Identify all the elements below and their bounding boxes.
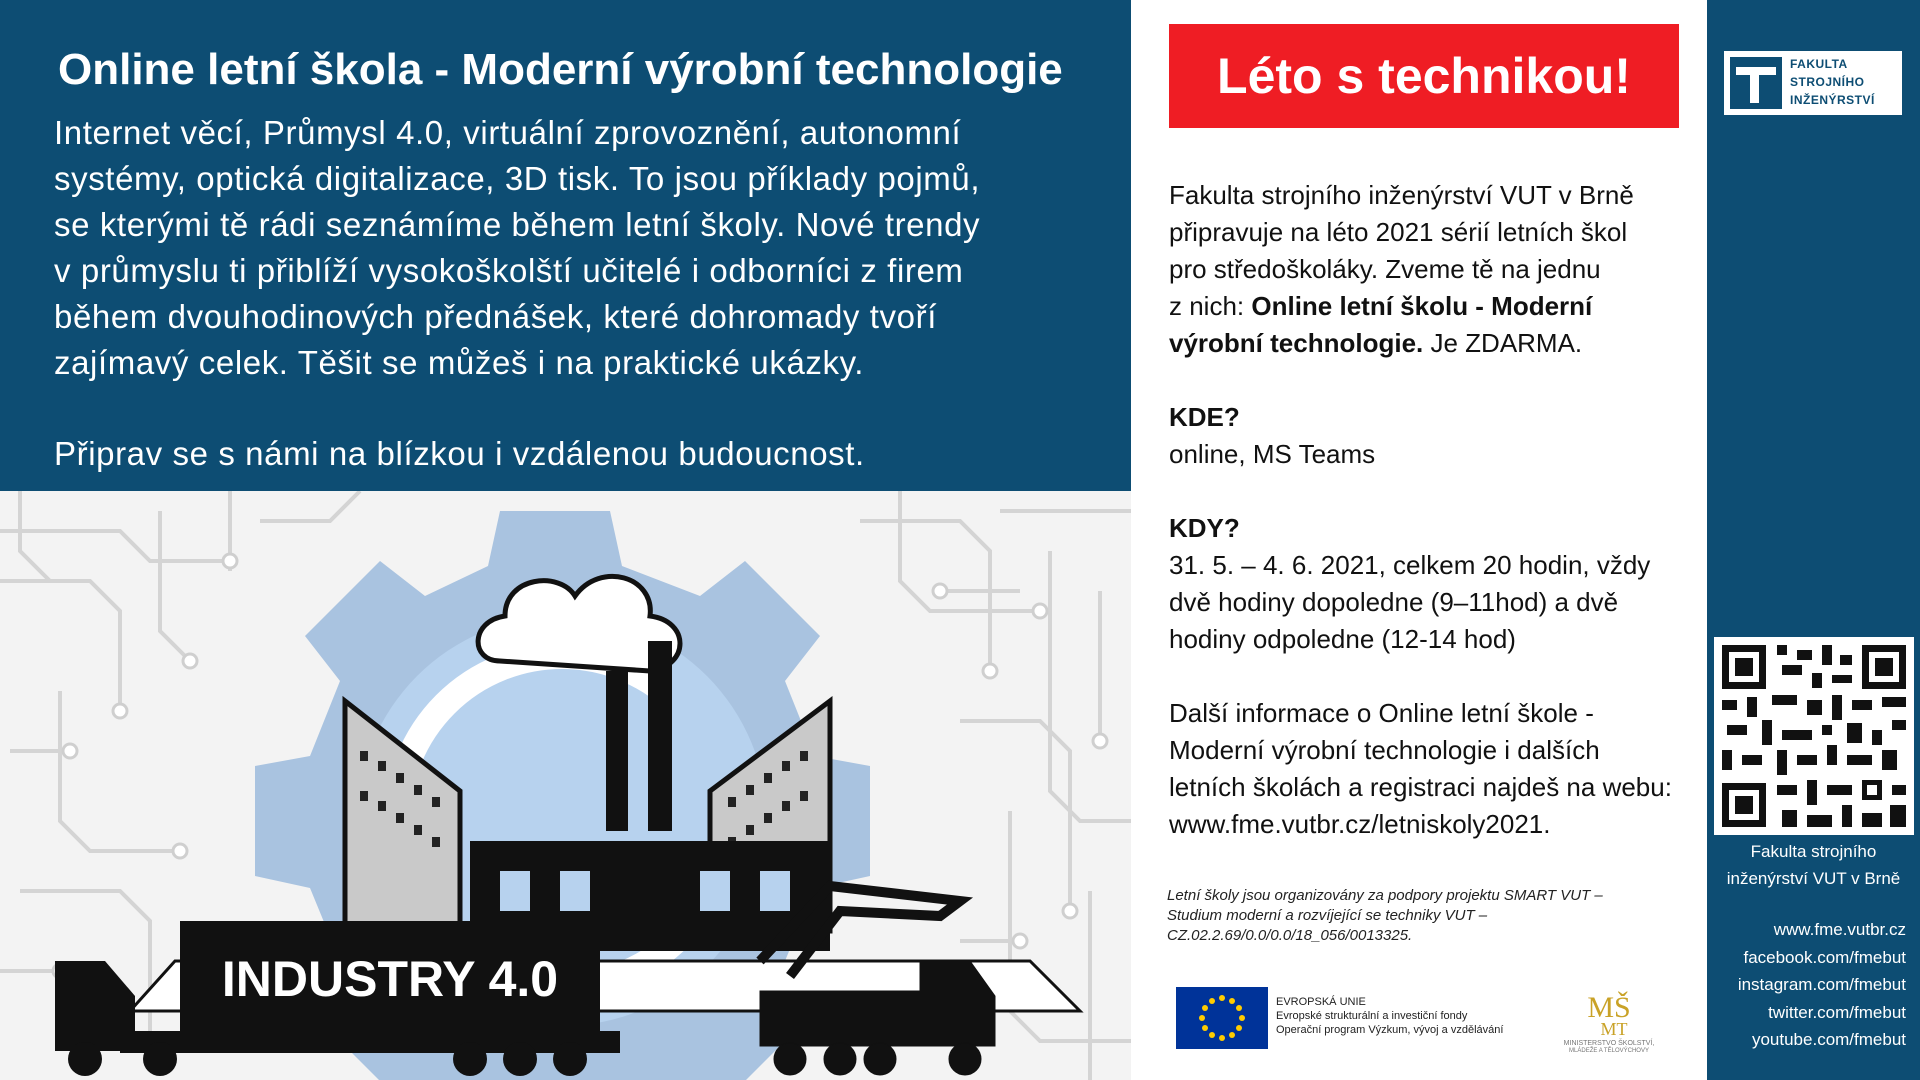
industry-illustration (0, 491, 1131, 1080)
summer-banner: Léto s technikou! (1169, 24, 1679, 128)
invitation-line: z nich: (1169, 291, 1252, 321)
intro-panel (0, 0, 1131, 491)
msmt-logo (1554, 983, 1664, 1053)
instagram-link[interactable]: instagram.com/fmebut (1737, 975, 1906, 994)
logo-line: FAKULTA (1790, 57, 1848, 71)
msmt-line: MINISTERSTVO ŠKOLSTVÍ, (1563, 1040, 1655, 1047)
faculty-logo (1724, 51, 1902, 115)
where-heading: KDE? (1169, 402, 1240, 432)
qr-code-icon (1722, 645, 1906, 827)
when-line: 31. 5. – 4. 6. 2021, celkem 20 hodin, vždy (1169, 550, 1651, 580)
qr-code[interactable] (1714, 637, 1914, 835)
social-links (1706, 916, 1906, 1054)
eu-line: EVROPSKÁ UNIE (1276, 996, 1366, 1008)
intro-paragraph (54, 110, 1054, 386)
msmt-line: MLÁDEŽE A TĚLOVÝCHOVY (1569, 1048, 1649, 1053)
svg-text:MŠ: MŠ (1587, 991, 1631, 1024)
school-name-bold: Online letní školu - Moderní (1251, 291, 1593, 321)
closing-line: Připrav se s námi na blízkou i vzdálenou budoucnost. (54, 435, 865, 472)
free-note: Je ZDARMA. (1423, 328, 1583, 358)
eu-line: Operační program Výzkum, vývoj a vzdělávání (1276, 1024, 1504, 1036)
youtube-link[interactable]: youtube.com/fmebut (1751, 1030, 1906, 1049)
intro-line: Internet věcí, Průmysl 4.0, virtuální zprovoznění, autonomní (54, 114, 962, 151)
eu-flag-logo (1176, 987, 1268, 1049)
intro-line: systémy, optická digitalizace, 3D tisk. To jsou příklady pojmů, (54, 160, 981, 197)
intro-line: zajímavý celek. Těšit se můžeš i na praktické ukázky. (54, 344, 865, 381)
footnote-line: Letní školy jsou organizovány za podpory projektu SMART VUT – (1167, 887, 1603, 904)
invitation-line: Fakulta strojního inženýrství VUT v Brně (1169, 180, 1634, 210)
registration-link[interactable]: www.fme.vutbr.cz/letniskoly2021. (1169, 809, 1551, 839)
when-line: hodiny odpoledne (12-14 hod) (1169, 624, 1516, 654)
logo-line: INŽENÝRSTVÍ (1790, 93, 1875, 107)
invitation-line: připravuje na léto 2021 sérií letních škol (1169, 217, 1628, 247)
intro-line: v průmyslu ti přiblíží vysokoškolští učitelé i odborníci z firem (54, 252, 964, 289)
where-value: online, MS Teams (1169, 439, 1376, 469)
more-info-line: Moderní výrobní technologie i dalších (1169, 735, 1600, 765)
when-heading: KDY? (1169, 513, 1240, 543)
industry-4-graphic (0, 491, 1131, 1080)
faculty-name-line: inženýrství VUT v Brně (1726, 869, 1901, 888)
event-info (1169, 177, 1699, 843)
contact-strip (1707, 0, 1920, 1080)
faculty-name (1707, 838, 1920, 892)
intro-text (54, 110, 1054, 477)
more-info-line: letních školách a registraci najdeš na webu: (1169, 772, 1672, 802)
when-section (1169, 510, 1699, 658)
when-line: dvě hodiny dopoledne (9–11hod) a dvě (1169, 587, 1619, 617)
more-info-paragraph (1169, 695, 1699, 843)
website-link[interactable]: www.fme.vutbr.cz (1773, 920, 1906, 939)
eu-line: Evropské strukturální a investiční fondy (1276, 1010, 1468, 1022)
invitation-line: pro středoškoláky. Zveme tě na jednu (1169, 254, 1601, 284)
sponsor-logos (1176, 983, 1676, 1053)
twitter-link[interactable]: twitter.com/fmebut (1768, 1002, 1906, 1022)
invitation-paragraph (1169, 177, 1699, 362)
footnote-line: CZ.02.2.69/0.0/0.0/18_056/0013325. (1167, 927, 1413, 944)
facebook-link[interactable]: facebook.com/fmebut (1743, 947, 1906, 967)
school-name-bold: výrobní technologie. (1169, 328, 1424, 358)
faculty-name-line: Fakulta strojního (1750, 842, 1877, 861)
faculty-logo-text (1790, 55, 1900, 109)
footnote-line: Studium moderní a rozvíjející se techniky VUT – (1167, 907, 1488, 924)
logo-line: STROJNÍHO (1790, 75, 1865, 89)
truck-label: INDUSTRY 4.0 (221, 951, 559, 1007)
eu-program-text (1276, 995, 1556, 1037)
t-logo-icon (1730, 57, 1782, 109)
intro-line: během dvouhodinových přednášek, které dohromady tvoří (54, 298, 937, 335)
svg-text:MT: MT (1600, 1019, 1628, 1039)
info-column (1131, 0, 1707, 1080)
page-title: Online letní škola - Moderní výrobní technologie (58, 45, 1063, 94)
intro-line: se kterými tě rádi seznámíme během letní školy. Nové trendy (54, 206, 981, 243)
more-info-line: Další informace o Online letní škole - (1169, 698, 1594, 728)
funding-footnote (1167, 886, 1687, 946)
where-section (1169, 399, 1699, 473)
